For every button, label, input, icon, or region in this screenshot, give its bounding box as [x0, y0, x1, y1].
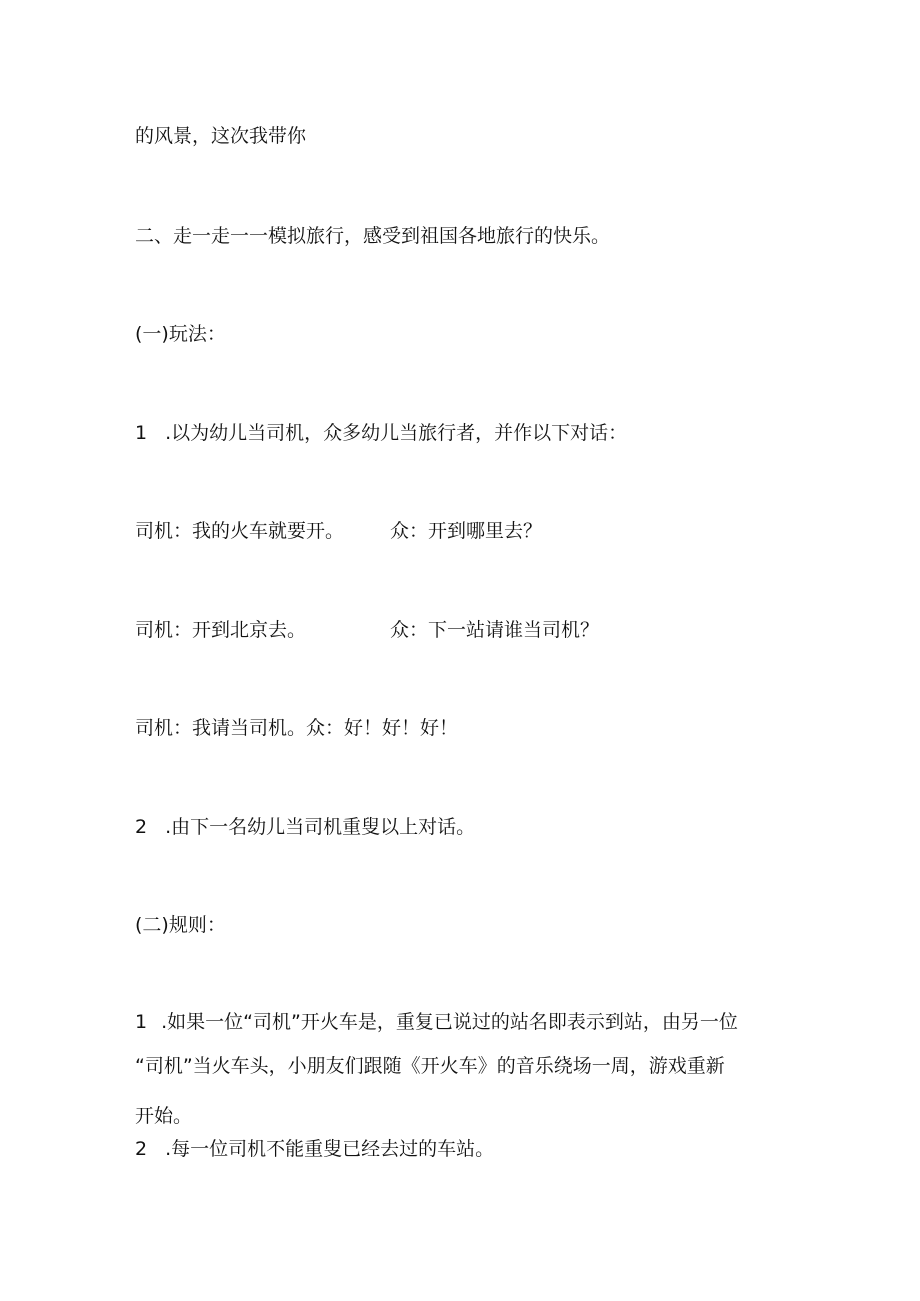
list-item-play-1 [135, 421, 627, 445]
list-number: 2 [135, 816, 148, 838]
line-1-text: 的风景，这次我带你 [135, 125, 307, 147]
dialogue-row-1 [135, 519, 775, 543]
list-number: 2 [135, 1138, 148, 1160]
list-number: 1 [135, 1011, 148, 1033]
subsection-heading-play [135, 322, 226, 346]
subsection-play-title: (一)玩法： [135, 323, 226, 345]
dialogue-row-3 [135, 716, 458, 740]
list-item-text-continuation-end: 开始。 [135, 1105, 193, 1127]
list-item-rules-2 [135, 1137, 494, 1161]
dialogue-crowd-1: 众：开到哪里去？ [390, 520, 543, 542]
list-item-rules-1-cont [135, 1054, 725, 1078]
list-item-text: .如果一位“司机”开火车是，重复已说过的站名即表示到站，由另一位 [161, 1011, 738, 1033]
list-item-text: .每一位司机不能重叟已经去过的车站。 [165, 1138, 495, 1160]
text-line-1 [135, 124, 306, 148]
list-number: 1 [135, 422, 148, 444]
dialogue-crowd-2: 众：下一站请谁当司机？ [390, 619, 600, 641]
section-2-title: 二、走一走一一模拟旅行，感受到祖国各地旅行的快乐。 [135, 225, 611, 247]
list-item-text: .以为幼儿当司机，众多幼儿当旅行者，并作以下对话： [165, 422, 628, 444]
dialogue-driver-2: 司机：开到北京去。 [135, 619, 307, 641]
list-item-rules-1-end [135, 1104, 192, 1128]
dialogue-row-2 [135, 618, 775, 642]
dialogue-driver-1: 司机：我的火车就要开。 [135, 520, 345, 542]
list-item-play-2 [135, 815, 475, 839]
list-item-text-continuation: “司机”当火车头，小朋友们跟随《开火车》的音乐绕场一周，游戏重新 [135, 1055, 725, 1077]
dialogue-driver-3: 司机：我请当司机。众：好！好！好！ [135, 717, 459, 739]
subsection-heading-rules [135, 913, 226, 937]
list-item-rules-1 [135, 1010, 738, 1034]
list-item-text: .由下一名幼儿当司机重叟以上对话。 [165, 816, 476, 838]
section-heading-2 [135, 224, 610, 248]
subsection-rules-title: (二)规则： [135, 914, 226, 936]
